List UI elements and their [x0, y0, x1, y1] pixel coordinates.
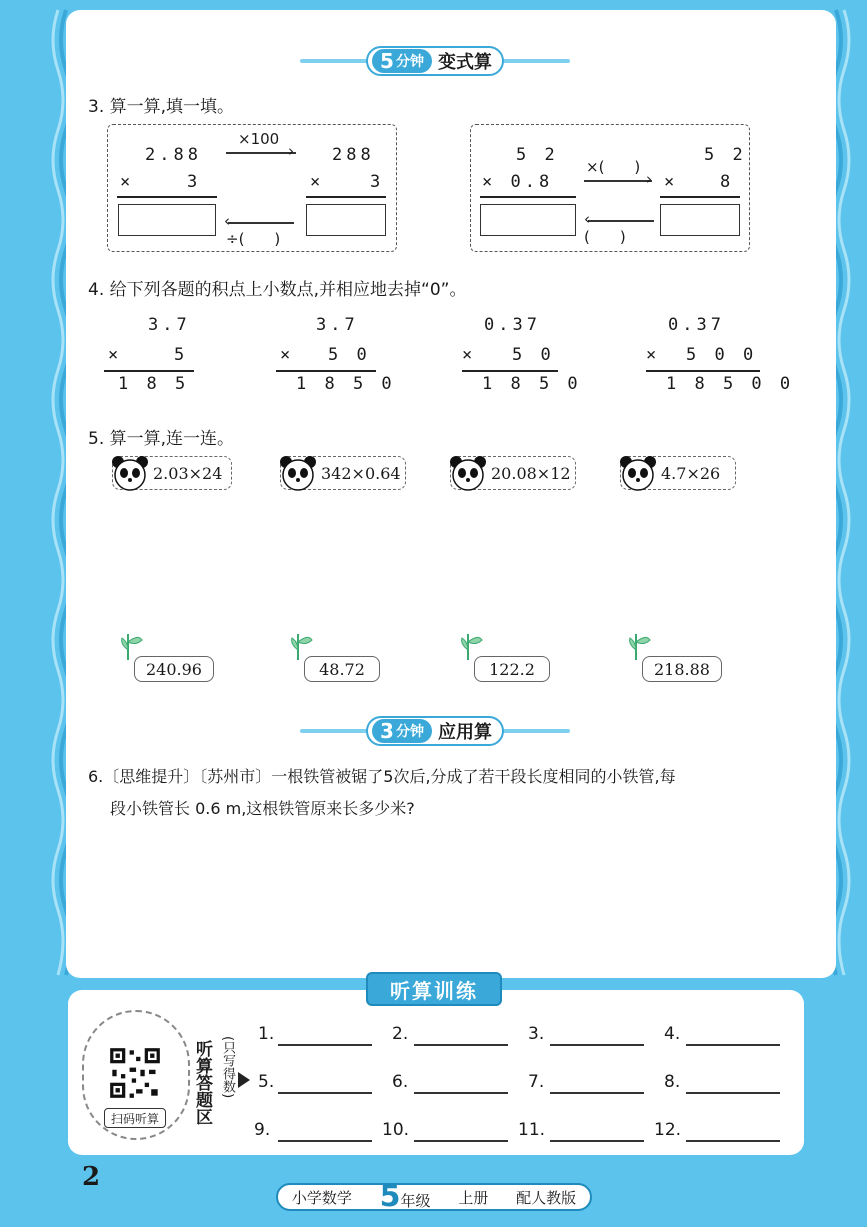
footer-grade: 年级	[400, 1192, 431, 1210]
q4-item-2-product[interactable]: 1 8 5 0	[296, 374, 396, 394]
q3-left-multiplier1: 3	[187, 172, 202, 192]
qr-code-icon[interactable]	[108, 1046, 162, 1100]
answer-zone-note: (只写得数)	[220, 1036, 235, 1099]
answer-zone-label: 听算答题区	[192, 1040, 212, 1125]
expression-card-2[interactable]	[280, 456, 406, 490]
q3-left-times2: ×	[310, 172, 325, 192]
q4-item-3-b: 5 0	[512, 345, 555, 365]
item-label: 7.	[528, 1072, 545, 1092]
section-banner-application	[300, 714, 570, 748]
q3-right-answer1[interactable]	[480, 204, 576, 236]
q3-right-multiplier2: 8	[720, 172, 735, 192]
q3-left-answer1[interactable]	[118, 204, 216, 236]
q4-item-4-a: 0.37	[668, 315, 725, 335]
q3-left-multiplier2: 3	[370, 172, 385, 192]
q3-right-answer2[interactable]	[660, 204, 740, 236]
q3-left-rule1	[117, 196, 217, 198]
q4-item-3-a: 0.37	[484, 315, 541, 335]
item-label: 6.	[392, 1072, 409, 1092]
q3-right-arrow-bottom-label[interactable]: ( )	[584, 228, 626, 246]
footer-volume: 上册	[458, 1188, 489, 1207]
q4-item-1-product[interactable]: 1 8 5	[118, 374, 190, 394]
q4-item-3-product[interactable]: 1 8 5 0	[482, 374, 582, 394]
item-label: 1.	[258, 1024, 275, 1044]
q3-left-number1: 2.88	[145, 145, 202, 165]
question-5-label: 5. 算一算,连一连。	[88, 429, 235, 449]
item-label: 5.	[258, 1072, 275, 1092]
answer-blank[interactable]	[278, 1092, 372, 1094]
book-footer	[276, 1179, 592, 1214]
q3-right-arrow-right	[584, 180, 652, 182]
q4-item-2-rule	[276, 370, 376, 372]
item-label: 4.	[664, 1024, 681, 1044]
answer-card-3[interactable]	[474, 656, 550, 682]
banner-title: 变式算	[437, 52, 492, 73]
answer-blank[interactable]	[550, 1092, 644, 1094]
q3-left-times1: ×	[120, 172, 135, 192]
q3-right-arrow-left	[588, 220, 654, 222]
item-label: 8.	[664, 1072, 681, 1092]
expression-card-3[interactable]	[450, 456, 576, 490]
expression-text: 20.08×12	[491, 463, 571, 483]
answer-blank[interactable]	[278, 1140, 372, 1142]
q3-left-answer2[interactable]	[306, 204, 386, 236]
q4-item-4-times: ×	[646, 345, 661, 365]
answer-blank[interactable]	[414, 1140, 508, 1142]
q4-item-2-a: 3.7	[316, 315, 359, 335]
question-6-line1: 6.〔思维提升〕〔苏州市〕一根铁管被锯了5次后,分成了若干段长度相同的小铁管,每	[88, 767, 676, 786]
answer-blank[interactable]	[550, 1140, 644, 1142]
panda-icon	[617, 453, 659, 495]
answer-blank[interactable]	[686, 1044, 780, 1046]
answer-text: 122.2	[489, 659, 535, 679]
answer-card-2[interactable]	[304, 656, 380, 682]
q3-left-number2: 288	[332, 145, 375, 165]
q3-right-rule1	[480, 196, 576, 198]
answer-blank[interactable]	[414, 1092, 508, 1094]
expression-text: 2.03×24	[153, 463, 223, 483]
footer-edition: 配人教版	[516, 1188, 577, 1207]
q3-left-arrow-head-left: ‹	[224, 212, 230, 230]
footer-grade-number: 5	[379, 1179, 401, 1214]
question-4-label: 4. 给下列各题的积点上小数点,并相应地去掉“0”。	[88, 280, 467, 300]
q4-item-3-rule	[462, 370, 558, 372]
q3-right-arrow-head-left: ‹	[584, 210, 590, 228]
q4-item-2-times: ×	[280, 345, 295, 365]
answer-blank[interactable]	[686, 1092, 780, 1094]
answer-text: 48.72	[319, 659, 365, 679]
q3-left-arrow-right	[226, 152, 296, 154]
expression-card-1[interactable]	[112, 456, 232, 490]
q4-item-2-b: 5 0	[328, 345, 371, 365]
panda-icon	[277, 453, 319, 495]
expression-text: 342×0.64	[321, 463, 401, 483]
q3-right-multiplier1: × 0.8	[482, 172, 554, 192]
q3-right-times2: ×	[664, 172, 679, 192]
arrow-right-icon	[238, 1072, 250, 1088]
item-label: 12.	[654, 1120, 682, 1140]
q3-left-arrow-left	[228, 222, 294, 224]
q3-right-rule2	[660, 196, 740, 198]
q4-item-4-b: 5 0 0	[686, 345, 758, 365]
item-label: 11.	[518, 1120, 546, 1140]
footer-subject: 小学数学	[291, 1188, 352, 1207]
banner-unit: 分钟	[395, 54, 424, 70]
answer-card-1[interactable]	[134, 656, 214, 682]
answer-blank[interactable]	[550, 1044, 644, 1046]
q4-item-4-rule	[646, 370, 760, 372]
page-number: 2	[82, 1162, 101, 1192]
answer-card-4[interactable]	[642, 656, 722, 682]
listening-title: 听算训练	[366, 972, 502, 1006]
answer-blank[interactable]	[278, 1044, 372, 1046]
q3-right-number2: 5 2	[704, 145, 747, 165]
answer-text: 240.96	[146, 659, 202, 679]
expression-card-4[interactable]	[620, 456, 736, 490]
item-label: 10.	[382, 1120, 410, 1140]
q4-item-1-rule	[104, 370, 194, 372]
section-banner-variant	[300, 44, 570, 78]
item-label: 3.	[528, 1024, 545, 1044]
answer-blank[interactable]	[686, 1140, 780, 1142]
answer-text: 218.88	[654, 659, 710, 679]
q3-right-arrow-top-label[interactable]: ×( )	[586, 158, 641, 176]
panda-icon	[447, 453, 489, 495]
answer-blank[interactable]	[414, 1044, 508, 1046]
question-6-line2: 段小铁管长 0.6 m,这根铁管原来长多少米?	[110, 799, 415, 818]
q4-item-4-product[interactable]: 1 8 5 0 0	[666, 374, 795, 394]
banner-minutes: 3	[380, 719, 394, 743]
q3-left-arrow-top-label: ×100	[238, 130, 280, 148]
scan-to-listen-label[interactable]: 扫码听算	[104, 1108, 166, 1128]
q3-left-rule2	[306, 196, 386, 198]
question-3-label: 3. 算一算,填一填。	[88, 97, 235, 117]
item-label: 9.	[254, 1120, 271, 1140]
q3-left-arrow-head-right: ›	[288, 142, 294, 160]
item-label: 2.	[392, 1024, 409, 1044]
q4-item-1-a: 3.7	[148, 315, 191, 335]
q4-item-1-times: ×	[108, 345, 123, 365]
q3-right-arrow-head-right: ›	[646, 170, 652, 188]
banner-unit: 分钟	[395, 724, 424, 740]
q4-item-3-times: ×	[462, 345, 477, 365]
q3-left-arrow-bottom-label[interactable]: ÷( )	[226, 230, 281, 248]
panda-icon	[109, 453, 151, 495]
expression-text: 4.7×26	[661, 463, 721, 483]
banner-minutes: 5	[380, 49, 394, 73]
q3-right-number1: 5 2	[516, 145, 559, 165]
banner-title: 应用算	[437, 722, 492, 743]
q4-item-1-b: 5	[174, 345, 189, 365]
